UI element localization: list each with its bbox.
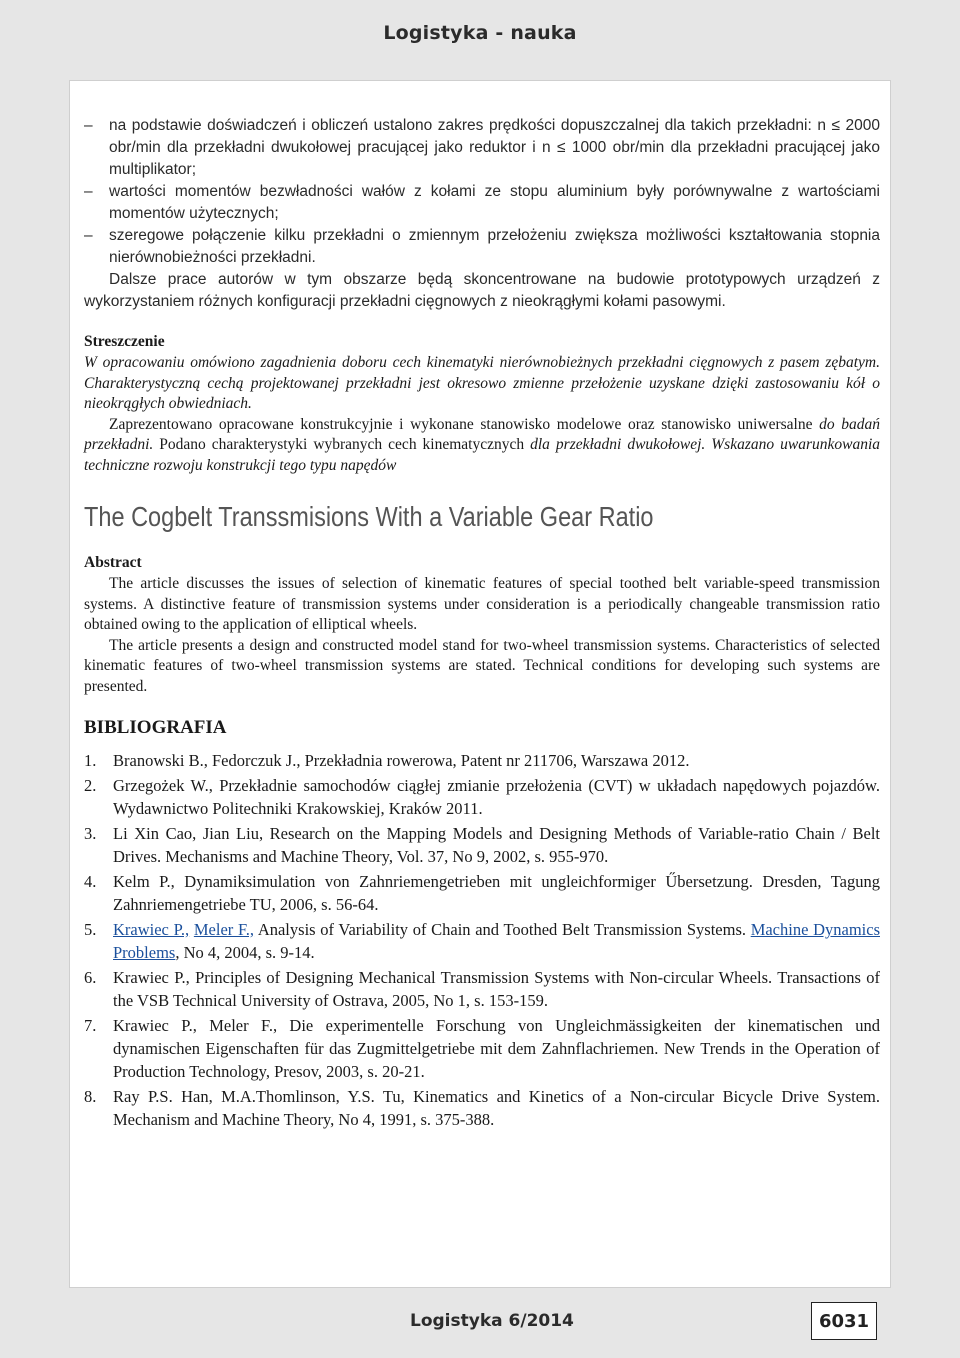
reference-number: 1. [84,751,97,770]
dash-bullet: – [84,183,93,200]
list-item-text: szeregowe połączenie kilku przekładni o zmiennym przełożeniu zwiększa możliwości kształtowania stopnia nierównobieżności przekładni. [109,227,880,266]
reference-item [84,1014,880,1083]
reference-item [84,822,880,868]
reference-item [84,966,880,1012]
reference-text: Grzegożek W., Przekładnie samochodów ciągłej zmianie przełożenia (CVT) w układach napędowych pojazdów. Wydawnictwo Politechniki Krakowskiej, Kraków 2011. [113,776,880,818]
list-item [84,115,880,181]
bibliography-list [84,749,880,1131]
streszczenie-heading: Streszczenie [84,333,165,350]
reference-details: , No 4, 2004, s. 9-14. [175,943,315,962]
reference-text: Li Xin Cao, Jian Liu, Research on the Mapping Models and Designing Methods of Variable-ratio Chain / Belt Drives. Mechanisms and Machine Theory, Vol. 37, No 9, 2002, s. 955-970. [113,824,880,866]
streszczenie-text: Podano charakterystyki wybranych cech kinematycznych [153,436,531,453]
reference-item [84,749,880,772]
conclusions-list [84,115,880,269]
author-link-krawiec[interactable]: Krawiec P., [113,920,190,939]
dash-bullet: – [84,117,93,134]
list-item-text: na podstawie doświadczeń i obliczeń ustalono zakres prędkości dopuszczalnej dla takich przekładni: n ≤ 2000 obr/min dla przekładni dwukołowej pracującej jako reduktor i n ≤ 1000 obr/min dla przekładni pracującej jako multiplikator; [109,117,880,178]
abstract-paragraph-1: The article discusses the issues of selection of kinematic features of special toothed belt variable-speed transmission systems. A distinctive feature of transmission systems under consideration is a periodically changeable transmission ratio obtained owing to the application of elliptical wheels. [84,575,880,633]
reference-item [84,1085,880,1131]
list-item [84,225,880,269]
reference-number: 6. [84,968,97,987]
streszczenie-text: Zaprezentowano opracowane konstrukcyjnie i wykonane stanowisko modelowe oraz stanowisko uniwersalne [109,415,820,433]
abstract-heading: Abstract [84,554,142,571]
streszczenie-text-italic: do badań przekładni. [84,415,880,453]
page-number: 6031 [818,1310,870,1332]
streszczenie-text-italic: dla przekładni dwukołowej. Wskazano uwarunkowania techniczne rozwoju konstrukcji tego typu napędów [84,436,880,474]
conclusion-paragraph: Dalsze prace autorów w tym obszarze będą skoncentrowane na budowie prototypowych urządzeń z wykorzystaniem różnych konfiguracji przekładni cięgnowych z nieokrągłymi kołami pasowymi. [84,271,880,310]
reference-number: 7. [84,1016,97,1035]
page-number-box [811,1302,877,1340]
article-body [84,115,880,1133]
dash-bullet: – [84,227,93,244]
list-item-text: wartości momentów bezwładności wałów z kołami ze stopu aluminium były porównywalne z wartościami momentów użytecznych; [109,183,880,222]
reference-title: Analysis of Variability of Chain and Toothed Belt Transmission Systems. [254,920,751,939]
page-sheet [69,80,891,1288]
english-title: The Cogbelt Transsmisions With a Variable Gear Ratio [84,501,654,532]
reference-text [113,918,880,964]
reference-number: 5. [84,920,97,939]
list-item [84,181,880,225]
reference-text: Branowski B., Fedorczuk J., Przekładnia rowerowa, Patent nr 211706, Warszawa 2012. [113,751,690,770]
reference-number: 2. [84,776,97,795]
reference-item [84,774,880,820]
reference-item [84,918,880,964]
reference-number: 4. [84,872,97,891]
reference-text: Krawiec P., Meler F., Die experimentelle Forschung von Ungleichmässigkeiten der kinematischen und dynamischen Eigenschaften für das Zugmittelgetriebe mit dem Zahnflachriemen. New Trends in the Operation of Production Technology, Presov, 2003, s. 20-21. [113,1016,880,1081]
reference-text: Krawiec P., Principles of Designing Mechanical Transmission Systems with Non-circular Wheels. Transactions of the VSB Technical University of Ostrava, 2005, No 1, s. 153-159. [113,968,880,1010]
reference-number: 3. [84,824,97,843]
reference-item [84,870,880,916]
journal-footer: Logistyka 6/2014 [410,1311,574,1331]
reference-text: Ray P.S. Han, M.A.Thomlinson, Y.S. Tu, Kinematics and Kinetics of a Non-circular Bicycle Drive System. Mechanism and Machine Theory, No 4, 1991, s. 375-388. [113,1087,880,1129]
journal-link[interactable]: Machine Dynamics Problems [113,920,880,962]
reference-number: 8. [84,1087,97,1106]
reference-text: Kelm P., Dynamiksimulation von Zahnriemengetrieben mit ungleichformiger Űbersetzung. Dresden, Tagung Zahnriemengetriebe TU, 2006, s. 56-64. [113,872,880,914]
running-header: Logistyka - nauka [383,22,577,44]
author-link-meler[interactable]: Meler F., [193,920,255,939]
streszczenie-paragraph-1: W opracowaniu omówiono zagadnienia doboru cech kinematyki nierównobieżnych przekładni cięgnowych z pasem zębatym. Charakterystyczną cechą projektowanej przekładni jest okresowo zmienne przełożenie uzyskane dzięki zastosowaniu kół o nieokrągłych obwiedniach. [84,354,880,412]
streszczenie-paragraph-2 [84,415,880,477]
bibliography-heading: BIBLIOGRAFIA [84,717,227,738]
abstract-paragraph-2: The article presents a design and constructed model stand for two-wheel transmission systems. Characteristics of selected kinematic features of two-wheel transmission systems are stated. Technical conditions for developing such systems are presented. [84,636,880,695]
